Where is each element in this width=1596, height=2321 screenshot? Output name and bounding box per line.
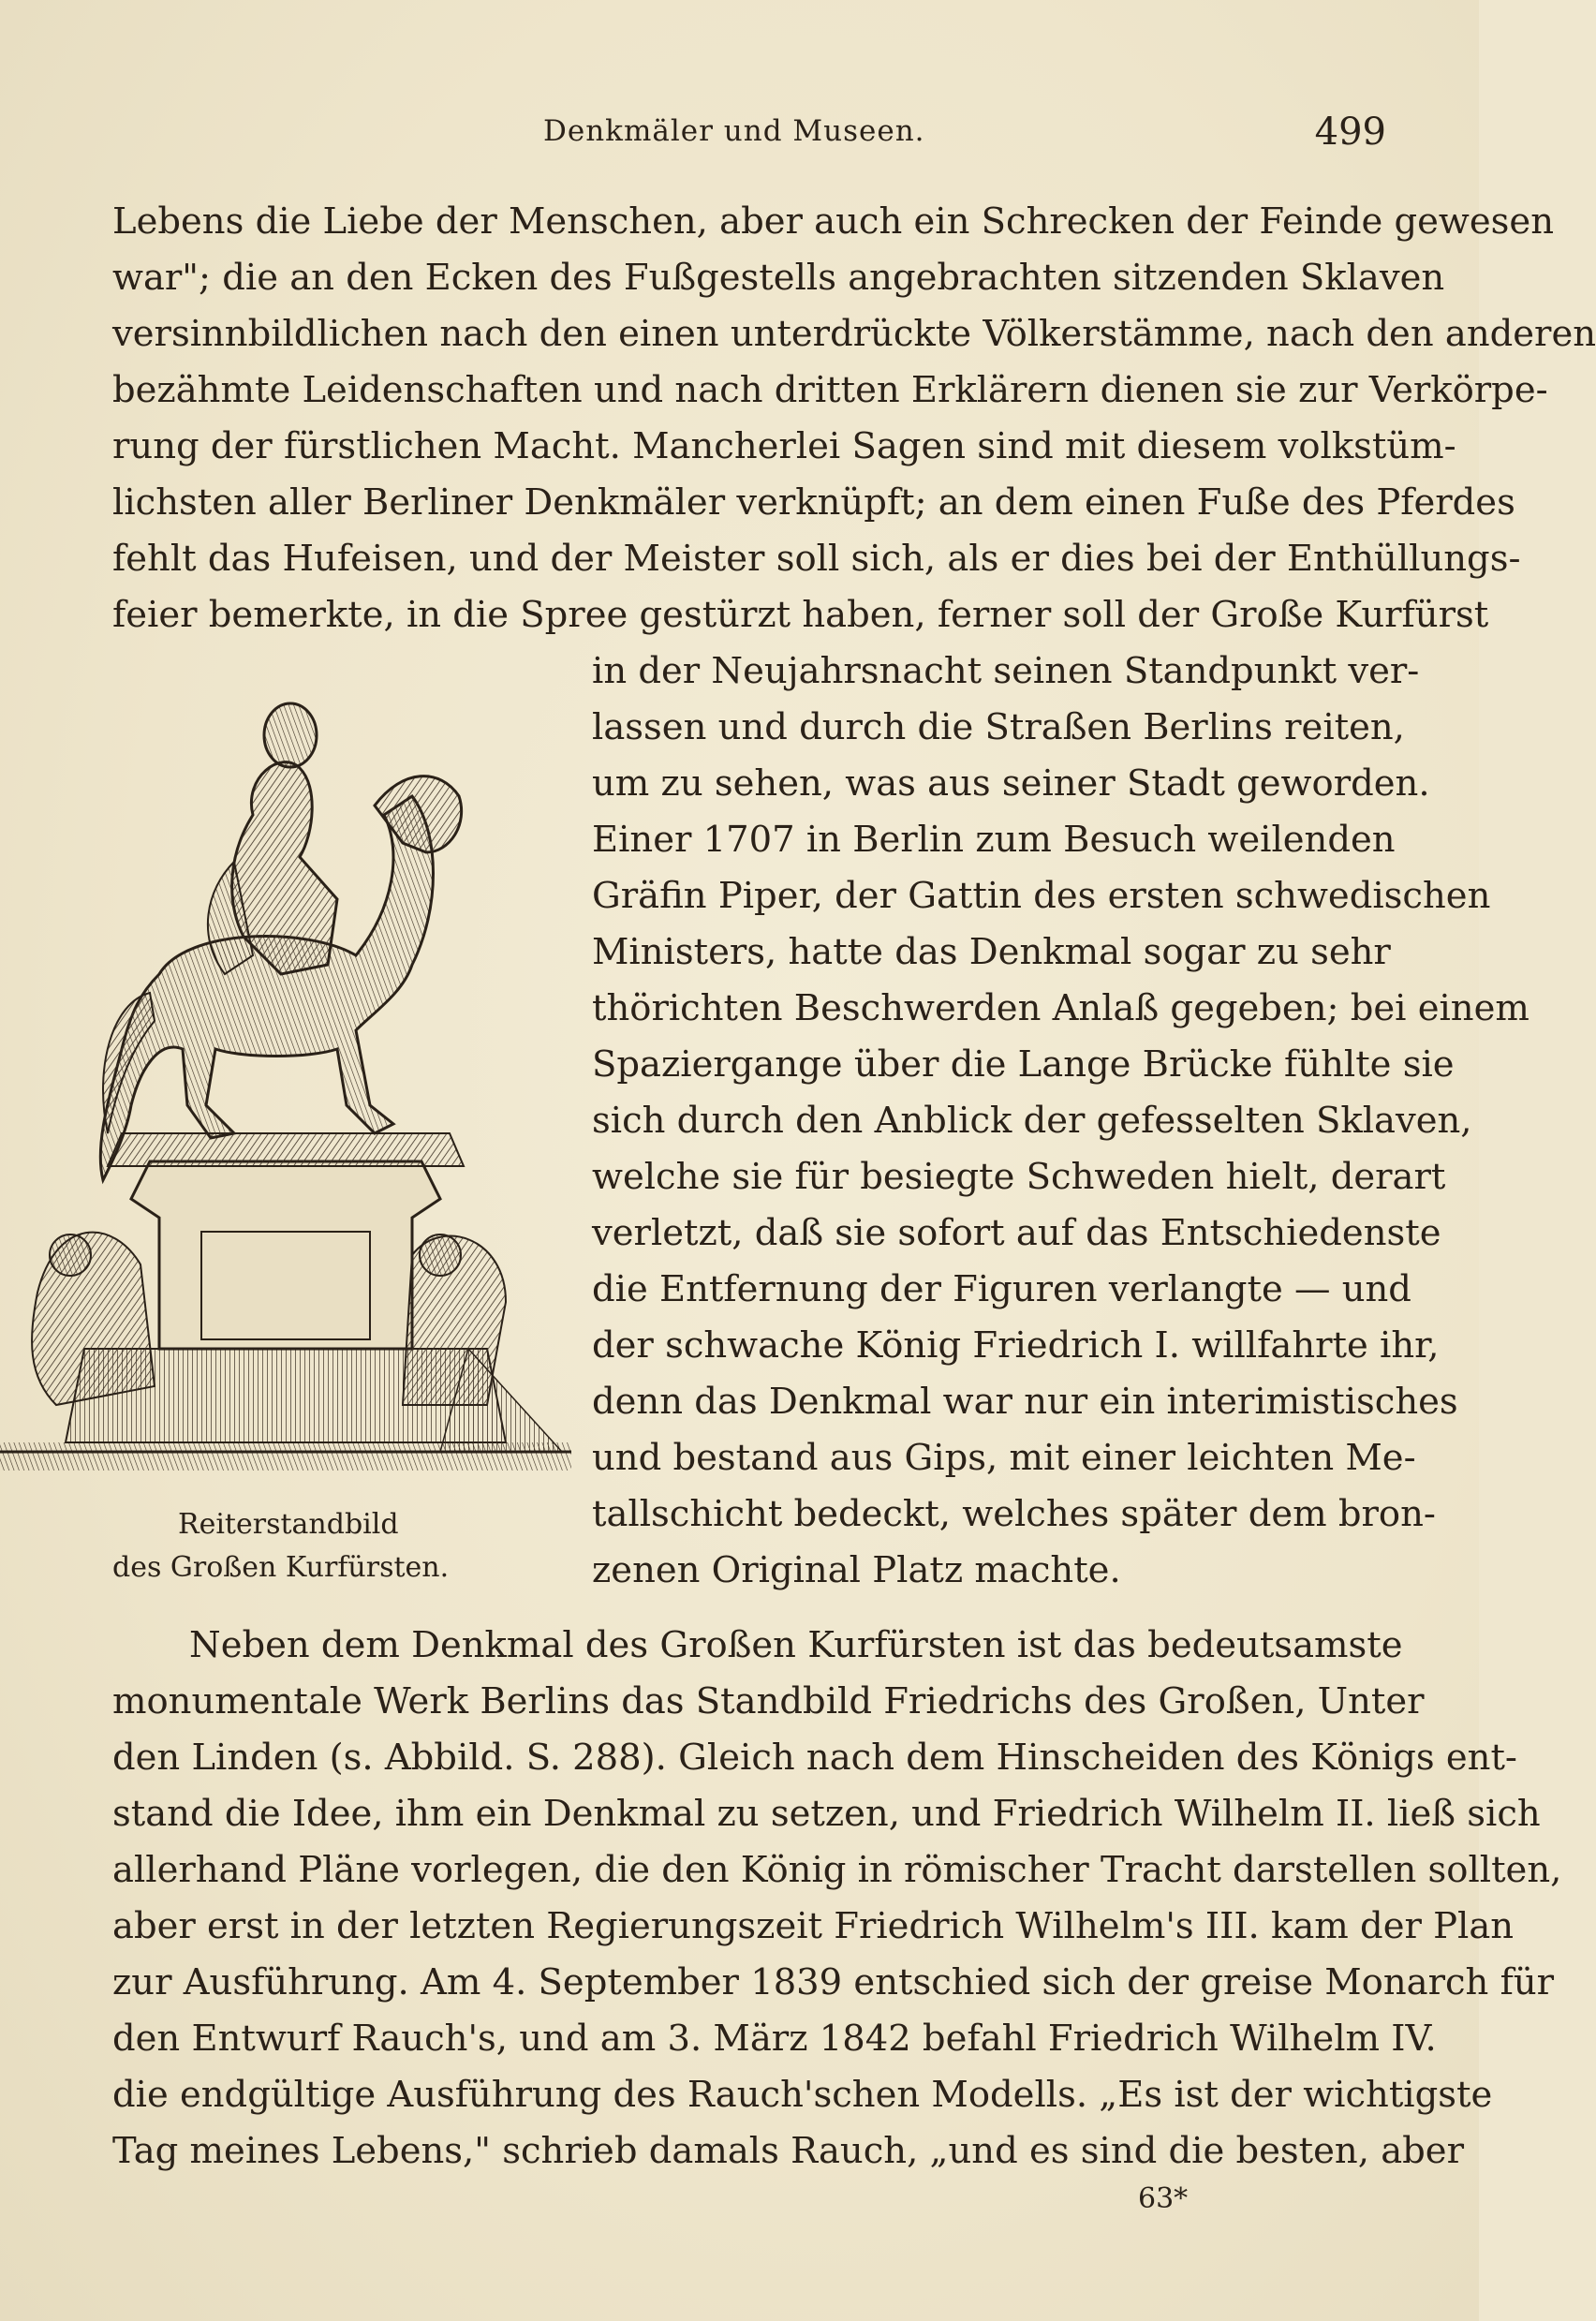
- text-line: Lebens die Liebe der Menschen, aber auch ein Schrecken der Feinde gewesen: [112, 200, 1555, 243]
- text-line: monumentale Werk Berlins das Standbild Friedrichs des Großen, Unter: [112, 1680, 1425, 1722]
- text-line: die Entfernung der Figuren verlangte — und: [592, 1268, 1411, 1310]
- text-line: sich durch den Anblick der gefesselten Sklaven,: [592, 1100, 1472, 1142]
- running-title: Denkmäler und Museen.: [543, 114, 925, 148]
- body-text-bottom: [112, 1618, 1562, 2180]
- text-line: rung der fürstlichen Macht. Mancherlei Sagen sind mit diesem volkstüm-: [112, 425, 1456, 467]
- text-line: tallschicht bedeckt, welches später dem bron-: [592, 1493, 1436, 1535]
- text-line: denn das Denkmal war nur ein interimistisches: [592, 1381, 1458, 1423]
- text-line: aber erst in der letzten Regierungszeit Friedrich Wilhelm's III. kam der Plan: [112, 1905, 1515, 1947]
- text-line: in der Neujahrsnacht seinen Standpunkt ver-: [592, 650, 1420, 692]
- caption-line: des Großen Kurfürsten.: [112, 1551, 450, 1584]
- text-line: welche sie für besiegte Schweden hielt, derart: [592, 1156, 1446, 1198]
- text-line: thörichten Beschwerden Anlaß gegeben; bei einem: [592, 987, 1530, 1029]
- text-line: zur Ausführung. Am 4. September 1839 entschied sich der greise Monarch für: [112, 1961, 1555, 2003]
- body-text-top: [112, 194, 1596, 643]
- text-line: um zu sehen, was aus seiner Stadt geworden.: [592, 762, 1430, 805]
- signature-mark: 63*: [1138, 2182, 1189, 2215]
- page-number: 499: [1314, 111, 1386, 154]
- text-line: Spaziergange über die Lange Brücke fühlte sie: [592, 1043, 1455, 1086]
- figure-caption: [112, 1503, 525, 1589]
- text-line: lichsten aller Berliner Denkmäler verknüpft; an dem einen Fuße des Pferdes: [112, 481, 1515, 524]
- text-line: Neben dem Denkmal des Großen Kurfürsten ist das bedeutsamste: [189, 1624, 1403, 1666]
- text-line: den Linden (s. Abbild. S. 288). Gleich nach dem Hinscheiden des Königs ent-: [112, 1737, 1517, 1779]
- text-line: und bestand aus Gips, mit einer leichten Me-: [592, 1437, 1416, 1479]
- text-line: bezähmte Leidenschaften und nach dritten Erklärern dienen sie zur Verkörpe-: [112, 369, 1548, 411]
- text-line: lassen und durch die Straßen Berlins reiten,: [592, 706, 1405, 748]
- body-text-right-column: [592, 643, 1530, 1599]
- text-line: den Entwurf Rauch's, und am 3. März 1842 befahl Friedrich Wilhelm IV.: [112, 2018, 1437, 2060]
- text-line: Tag meines Lebens," schrieb damals Rauch, „und es sind die besten, aber: [112, 2130, 1464, 2172]
- text-line: der schwache König Friedrich I. willfahrte ihr,: [592, 1324, 1440, 1367]
- text-line: stand die Idee, ihm ein Denkmal zu setzen, und Friedrich Wilhelm II. ließ sich: [112, 1793, 1541, 1835]
- text-line: fehlt das Hufeisen, und der Meister soll sich, als er dies bei der Enthüllungs-: [112, 538, 1521, 580]
- running-head: [112, 111, 1386, 157]
- text-line: versinnbildlichen nach den einen unterdrückte Völkerstämme, nach den anderen: [112, 313, 1596, 355]
- text-line: zenen Original Platz machte.: [592, 1549, 1121, 1591]
- caption-line: Reiterstandbild: [178, 1508, 399, 1541]
- text-line: allerhand Pläne vorlegen, die den König in römischer Tracht darstellen sollten,: [112, 1849, 1562, 1891]
- text-line: Ministers, hatte das Denkmal sogar zu sehr: [592, 931, 1391, 973]
- equestrian-statue-illustration: [0, 693, 571, 1489]
- text-line: Einer 1707 in Berlin zum Besuch weilenden: [592, 819, 1396, 861]
- text-line: Gräfin Piper, der Gattin des ersten schwedischen: [592, 875, 1491, 917]
- text-line: feier bemerkte, in die Spree gestürzt haben, ferner soll der Große Kurfürst: [112, 594, 1489, 636]
- text-line: war"; die an den Ecken des Fußgestells angebrachten sitzenden Sklaven: [112, 257, 1445, 299]
- text-line: verletzt, daß sie sofort auf das Entschiedenste: [592, 1212, 1441, 1254]
- text-line: die endgültige Ausführung des Rauch'schen Modells. „Es ist der wichtigste: [112, 2074, 1493, 2116]
